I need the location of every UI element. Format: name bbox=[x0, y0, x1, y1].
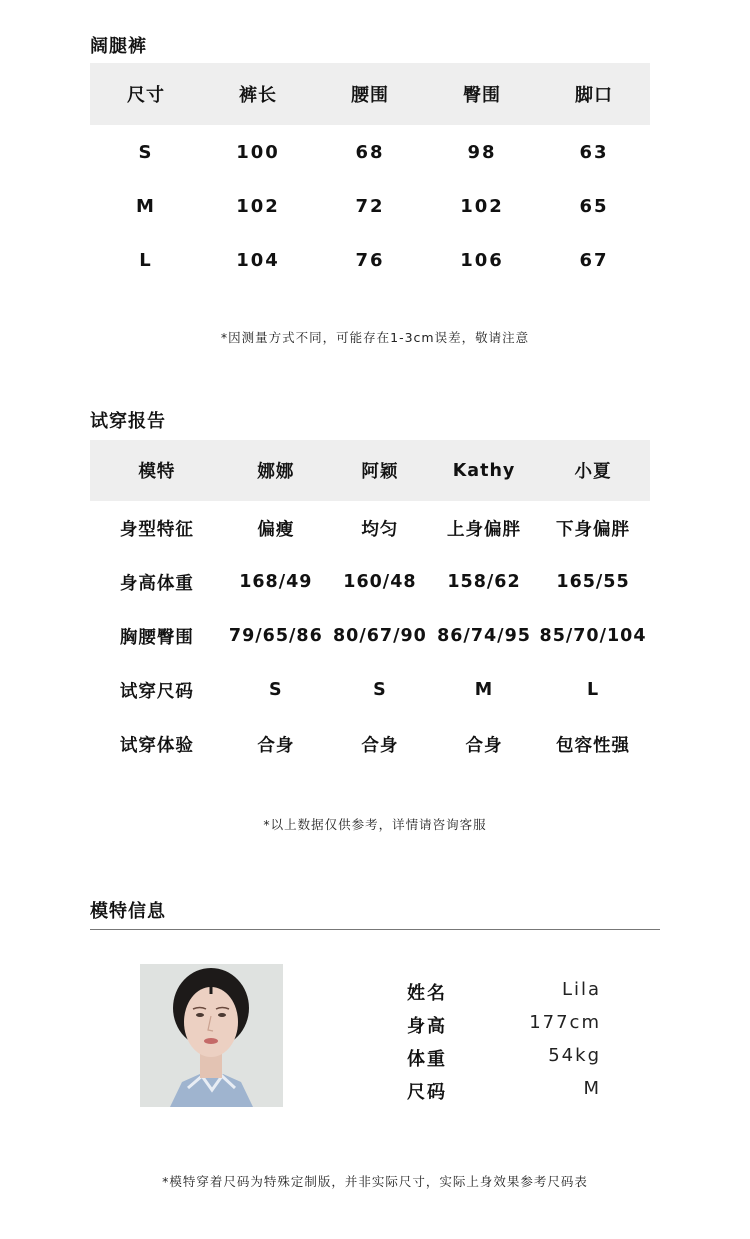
model-field-weight bbox=[407, 1045, 607, 1075]
table-row bbox=[90, 179, 650, 233]
table-cell: 63 bbox=[579, 141, 609, 163]
table-cell: 85/70/104 bbox=[539, 626, 647, 646]
header-cell: 娜娜 bbox=[257, 462, 295, 482]
model-info-title: 模特信息 bbox=[90, 901, 166, 922]
table-cell: M bbox=[136, 195, 156, 217]
table-row bbox=[90, 609, 650, 663]
model-portrait-image bbox=[140, 964, 283, 1107]
model-field-height bbox=[407, 1012, 607, 1042]
field-label: 体重 bbox=[407, 1049, 447, 1070]
table-cell: 80/67/90 bbox=[333, 626, 427, 646]
size-chart-table bbox=[90, 63, 650, 287]
table-cell: 包容性强 bbox=[556, 735, 631, 756]
field-label: 姓名 bbox=[407, 983, 447, 1004]
field-value: 54kg bbox=[548, 1045, 601, 1066]
row-label: 身高体重 bbox=[119, 573, 194, 594]
header-cell: 阿颖 bbox=[361, 462, 399, 482]
size-chart-title: 阔腿裤 bbox=[90, 36, 147, 57]
header-cell: 裤长 bbox=[239, 85, 277, 106]
field-value: M bbox=[583, 1078, 601, 1099]
model-photo bbox=[140, 964, 283, 1107]
table-cell: 158/62 bbox=[447, 572, 521, 592]
header-cell: Kathy bbox=[452, 460, 516, 481]
table-cell: 79/65/86 bbox=[228, 626, 323, 646]
header-cell: 模特 bbox=[138, 462, 176, 482]
table-cell: S bbox=[269, 680, 283, 700]
fit-report-title: 试穿报告 bbox=[90, 411, 166, 432]
fit-report-note: *以上数据仅供参考，详情请咨询客服 bbox=[263, 817, 487, 832]
header-cell: 臀围 bbox=[463, 85, 501, 106]
table-cell: 72 bbox=[355, 195, 385, 217]
table-cell: L bbox=[139, 249, 153, 271]
section-divider bbox=[90, 929, 660, 930]
table-cell: 104 bbox=[236, 249, 280, 271]
table-cell: 160/48 bbox=[343, 572, 417, 592]
table-cell: 合身 bbox=[361, 735, 399, 756]
measurement-note: *因测量方式不同，可能存在1-3cm误差，敬请注意 bbox=[220, 330, 530, 345]
table-cell: S bbox=[373, 680, 387, 700]
row-label: 胸腰臀围 bbox=[119, 627, 194, 648]
table-cell: S bbox=[138, 141, 154, 163]
table-cell: 168/49 bbox=[239, 572, 313, 592]
table-cell: L bbox=[586, 680, 600, 700]
table-cell: 合身 bbox=[465, 735, 503, 756]
header-cell: 尺寸 bbox=[127, 85, 165, 106]
table-cell: 106 bbox=[460, 249, 504, 271]
field-label: 身高 bbox=[407, 1016, 447, 1037]
table-cell: 76 bbox=[355, 249, 385, 271]
table-cell: 86/74/95 bbox=[437, 626, 531, 646]
row-label: 试穿尺码 bbox=[119, 681, 194, 702]
table-header-row bbox=[90, 440, 650, 501]
header-cell: 小夏 bbox=[574, 462, 612, 482]
model-size-note: *模特穿着尺码为特殊定制版，并非实际尺寸，实际上身效果参考尺码表 bbox=[162, 1174, 588, 1189]
model-field-name bbox=[407, 979, 607, 1009]
table-header-row bbox=[90, 63, 650, 125]
table-cell: 均匀 bbox=[361, 519, 399, 540]
table-row bbox=[90, 125, 650, 179]
table-row bbox=[90, 555, 650, 609]
row-label: 身型特征 bbox=[119, 519, 194, 540]
table-cell: 67 bbox=[579, 249, 609, 271]
table-row bbox=[90, 233, 650, 287]
field-value: 177cm bbox=[529, 1012, 601, 1033]
table-row bbox=[90, 717, 650, 771]
fit-report-table bbox=[90, 440, 650, 771]
table-cell: 偏瘦 bbox=[257, 519, 295, 540]
table-row bbox=[90, 663, 650, 717]
table-cell: 165/55 bbox=[556, 572, 630, 592]
header-cell: 脚口 bbox=[575, 85, 613, 106]
table-row bbox=[90, 501, 650, 555]
table-cell: 下身偏胖 bbox=[556, 519, 631, 540]
row-label: 试穿体验 bbox=[119, 735, 194, 756]
field-label: 尺码 bbox=[407, 1082, 447, 1103]
table-cell: 100 bbox=[236, 141, 280, 163]
field-value: Lila bbox=[561, 979, 601, 1000]
table-cell: 102 bbox=[460, 195, 504, 217]
header-cell: 腰围 bbox=[351, 85, 389, 106]
table-cell: 102 bbox=[236, 195, 280, 217]
table-cell: 98 bbox=[467, 141, 497, 163]
table-cell: 65 bbox=[579, 195, 609, 217]
table-cell: 68 bbox=[355, 141, 385, 163]
model-field-size bbox=[407, 1078, 607, 1108]
table-cell: 上身偏胖 bbox=[447, 519, 521, 540]
table-cell: M bbox=[474, 680, 494, 700]
table-cell: 合身 bbox=[257, 735, 295, 756]
